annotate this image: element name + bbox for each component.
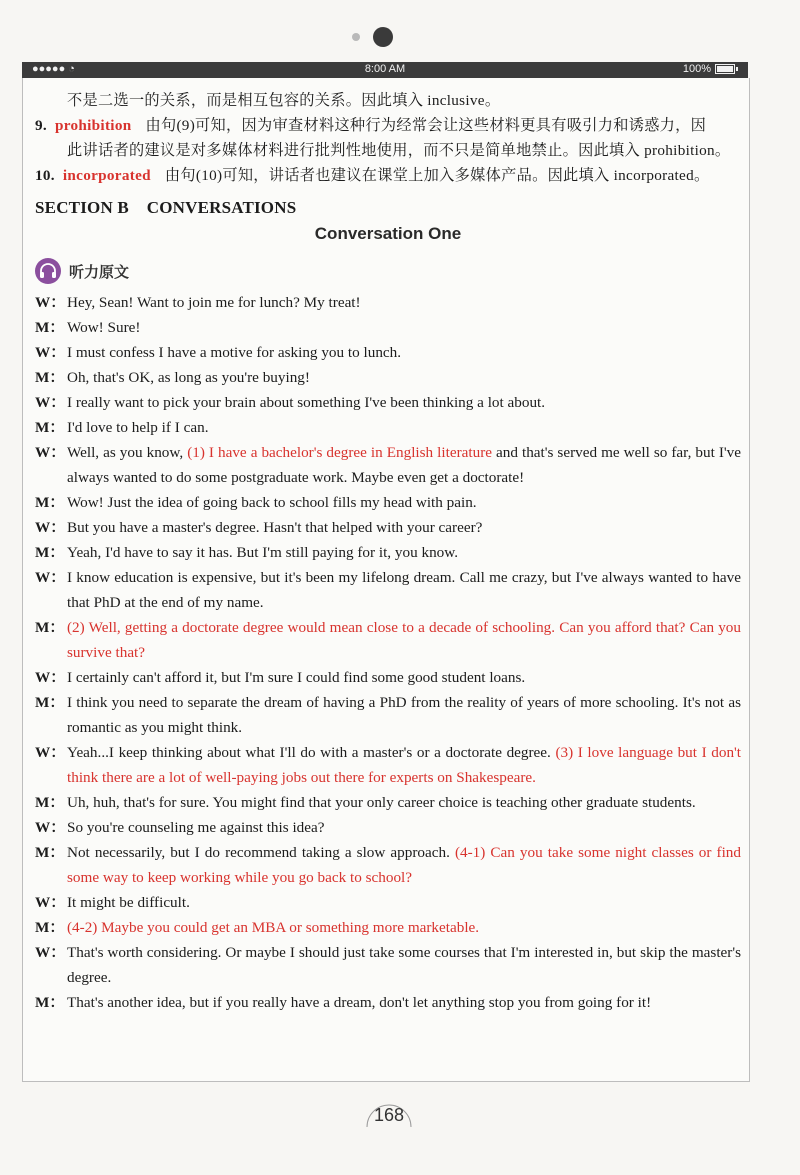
- dialogue-line: [35, 990, 741, 1015]
- speaker-label: W：: [35, 819, 66, 836]
- dialogue-line: [35, 290, 741, 315]
- utterance: [67, 390, 741, 415]
- speaker-label: W：: [35, 744, 66, 761]
- battery-indicator: [683, 63, 738, 75]
- status-bar: [22, 62, 748, 78]
- utterance: [67, 940, 741, 990]
- listening-label: 听力原文: [69, 262, 130, 281]
- answer-continuation: 不是二选一的关系，而是相互包容的关系。因此填入 inclusive。: [67, 92, 501, 109]
- speaker-label: W：: [35, 519, 66, 536]
- utterance-text: Yeah, I'd have to say it has. But I'm still paying for it, you know.: [67, 544, 459, 561]
- dialogue-line: [35, 940, 741, 990]
- dialogue-line: [35, 540, 741, 565]
- utterance: [67, 315, 741, 340]
- utterance: [67, 415, 741, 440]
- dialogue-line: [35, 615, 741, 665]
- utterance-text: I think you need to separate the dream of having a PhD from the reality of years of more schooling. It's not as romantic as you might think.: [67, 694, 741, 736]
- utterance: [67, 690, 741, 740]
- utterance-text: I know education is expensive, but it's been my lifelong dream. Call me crazy, but I've always wanted to have that PhD at the end of my name.: [67, 569, 741, 611]
- listening-header: [35, 258, 741, 284]
- answer-item-9-cont: 此讲话者的建议是对多媒体材料进行批判性地使用，而不只是简单地禁止。因此填入 prohibition。: [67, 142, 731, 159]
- utterance-text: I certainly can't afford it, but I'm sure I could find some good student loans.: [67, 669, 526, 686]
- dialogue-line: [35, 890, 741, 915]
- dialogue-line: [35, 740, 741, 790]
- headphones-icon: [35, 258, 61, 284]
- speaker-label: M：: [35, 619, 65, 636]
- answer-highlight: (1) I have a bachelor's degree in English literature: [187, 444, 492, 461]
- answer-item-10: [35, 163, 741, 188]
- dialogue-line: [35, 690, 741, 740]
- speaker-label: M：: [35, 544, 65, 561]
- answer-keyword: incorporated: [62, 167, 151, 184]
- utterance: [67, 290, 741, 315]
- dialogue-line: [35, 515, 741, 540]
- utterance: [67, 840, 741, 890]
- wifi-icon: ◔: [68, 63, 75, 75]
- dialogue-transcript: [35, 290, 741, 1015]
- speaker-label: W：: [35, 344, 66, 361]
- utterance: [67, 515, 741, 540]
- speaker-label: M：: [35, 844, 65, 861]
- camera-lens: [373, 27, 393, 47]
- answer-keyword: prohibition: [55, 117, 132, 134]
- utterance-text: I'd love to help if I can.: [67, 419, 209, 436]
- item-number: 9.: [35, 117, 47, 134]
- utterance: [67, 490, 741, 515]
- utterance-text: and that's served me well so far, but I've always wanted to do some postgraduate work. Maybe even get a doctorate!: [67, 444, 741, 486]
- utterance-text: Yeah...I keep thinking about what I'll do with a master's or a doctorate degree.: [67, 744, 556, 761]
- utterance-text: That's another idea, but if you really have a dream, don't let anything stop you from going for it!: [67, 994, 652, 1011]
- speaker-label: W：: [35, 294, 66, 311]
- utterance-text: I must confess I have a motive for asking you to lunch.: [67, 344, 402, 361]
- utterance-text: I really want to pick your brain about something I've been thinking a lot about.: [67, 394, 546, 411]
- answer-highlight: (4-1) Can you take some night classes or find some way to keep working while you go back to school?: [67, 844, 741, 886]
- dialogue-line: [35, 340, 741, 365]
- dialogue-line: [35, 665, 741, 690]
- utterance: [67, 790, 741, 815]
- utterance-text: Oh, that's OK, as long as you're buying!: [67, 369, 310, 386]
- dialogue-line: [35, 315, 741, 340]
- speaker-label: M：: [35, 994, 65, 1011]
- answer-item-9: [35, 113, 741, 138]
- battery-percent: 100%: [682, 63, 711, 75]
- dialogue-line: [35, 415, 741, 440]
- dialogue-line: [35, 565, 741, 615]
- utterance: [67, 565, 741, 615]
- page-content: [35, 88, 741, 1015]
- answer-highlight: (4-2) Maybe you could get an MBA or something more marketable.: [67, 919, 480, 936]
- utterance-text: Uh, huh, that's for sure. You might find that your only career choice is teaching other graduate students.: [67, 794, 696, 811]
- dialogue-line: [35, 390, 741, 415]
- speaker-label: M：: [35, 694, 65, 711]
- signal-indicator: ●●●●● ◔: [32, 63, 75, 75]
- utterance-text: Well, as you know,: [67, 444, 188, 461]
- conversation-title: Conversation One: [314, 224, 462, 243]
- speaker-label: M：: [35, 369, 65, 386]
- speaker-label: M：: [35, 919, 65, 936]
- utterance-text: So you're counseling me against this idea?: [67, 819, 325, 836]
- speaker-label: W：: [35, 394, 66, 411]
- utterance: [67, 665, 741, 690]
- section-title: SECTION B CONVERSATIONS: [35, 198, 297, 217]
- answer-explanation: 由句(9)可知，因为审查材料这种行为经常会让这些材料更具有吸引力和诱惑力，因: [145, 117, 707, 134]
- speaker-label: M：: [35, 319, 65, 336]
- dialogue-line: [35, 840, 741, 890]
- dialogue-line: [35, 440, 741, 490]
- utterance: [67, 440, 741, 490]
- answer-highlight: (3) I love language but I don't think there are a lot of well-paying jobs out there for experts on Shakespeare.: [67, 744, 741, 786]
- camera-sensor: [352, 33, 360, 41]
- utterance: [67, 890, 741, 915]
- utterance: [67, 740, 741, 790]
- answer-highlight: (2) Well, getting a doctorate degree would mean close to a decade of schooling. Can you afford that? Can you survive that?: [67, 619, 741, 661]
- speaker-label: W：: [35, 569, 66, 586]
- dialogue-line: [35, 490, 741, 515]
- speaker-label: W：: [35, 444, 66, 461]
- speaker-label: M：: [35, 794, 65, 811]
- speaker-label: M：: [35, 419, 65, 436]
- utterance-text: Wow! Sure!: [67, 319, 141, 336]
- utterance-text: Wow! Just the idea of going back to school fills my head with pain.: [67, 494, 477, 511]
- dialogue-line: [35, 365, 741, 390]
- speaker-label: W：: [35, 944, 66, 961]
- document-page[interactable]: [22, 78, 750, 1082]
- utterance: [67, 990, 741, 1015]
- dialogue-line: [35, 815, 741, 840]
- page-number: 168: [361, 1099, 417, 1133]
- utterance-text: That's worth considering. Or maybe I should just take some courses that I'm interested in, but skip the master's degree.: [67, 944, 741, 986]
- tablet-camera: [0, 27, 800, 51]
- item-number: 10.: [35, 167, 55, 184]
- speaker-label: M：: [35, 494, 65, 511]
- utterance: [67, 340, 741, 365]
- utterance-text: Hey, Sean! Want to join me for lunch? My treat!: [67, 294, 361, 311]
- utterance-text: It might be difficult.: [67, 894, 190, 911]
- speaker-label: W：: [35, 894, 66, 911]
- speaker-label: W：: [35, 669, 66, 686]
- dialogue-line: [35, 790, 741, 815]
- battery-icon: [715, 64, 735, 74]
- utterance: [67, 615, 741, 665]
- utterance-text: Not necessarily, but I do recommend taking a slow approach.: [67, 844, 455, 861]
- utterance: [67, 815, 741, 840]
- dialogue-line: [35, 915, 741, 940]
- status-time: 8:00 AM: [364, 63, 406, 75]
- answer-explanation: 由句(10)可知，讲话者也建议在课堂上加入多媒体产品。因此填入 incorporated。: [164, 167, 710, 184]
- utterance: [67, 915, 741, 940]
- utterance: [67, 365, 741, 390]
- utterance-text: But you have a master's degree. Hasn't that helped with your career?: [67, 519, 483, 536]
- utterance: [67, 540, 741, 565]
